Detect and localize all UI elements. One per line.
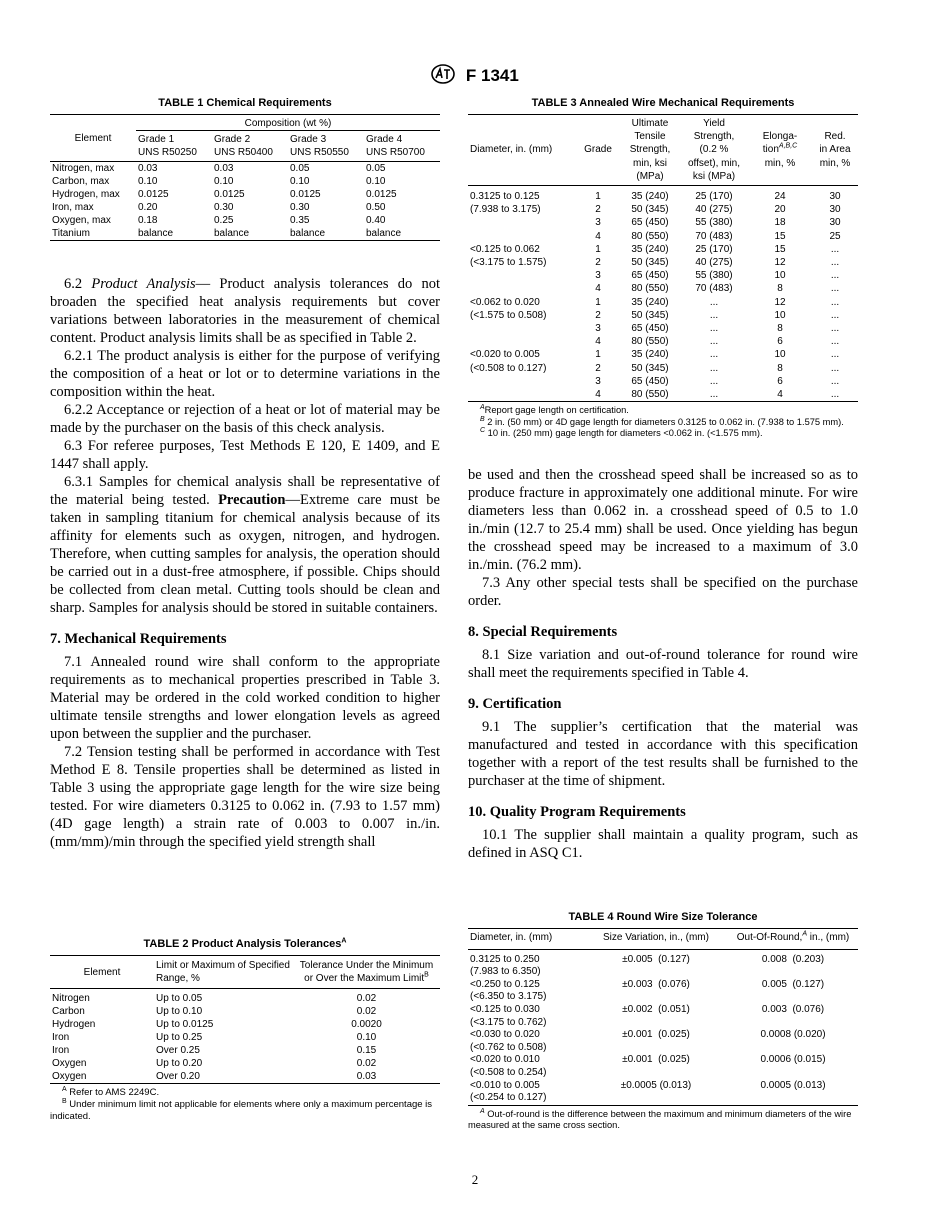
table3-uts: 50 (345) [631,309,669,321]
table3-diameter-mm: (7.938 to 3.175) [470,204,541,216]
table2-limit: Up to 0.25 [156,1032,203,1043]
table3-ra: ... [830,283,840,295]
table4-caption: TABLE 4 Round Wire Size Tolerance [568,911,758,923]
table2-limit: Up to 0.20 [156,1058,203,1069]
table2-tolerance: 0.02 [356,993,377,1004]
table3-elong: 10 [774,309,786,321]
table1-cell: 0.0125 [138,189,169,200]
table-row [468,186,858,204]
table2-fn-b: $^B$ Under minimum limit not applicable for elements where only a maximum percentage is indicated. [50,1097,433,1122]
para-7-2-cont: be used and then the crosshead speed shall be increased so as to produce fracture in approximately one additional minute. For wire diameters less than 0.062 in. a crosshead speed of 0.5 to 1.0 in./min (12.7 to 25.4 mm) shall be used. Once yielding has begun the crosshead speed may be increased to a maximum of 3.0 in./min. (76.2 mm). [468,466,858,573]
table3-diameter: 0.3125 to 0.125 [470,191,540,203]
left-column [50,97,440,851]
table1-element: Oxygen, max [52,215,111,226]
table3-grade: 1 [595,296,601,308]
table3-elong: 12 [774,257,786,269]
table4-diameter-mm: (<0.254 to 0.127) [470,1092,547,1104]
table3-diameter-blank [468,335,576,348]
table3-grade: 2 [595,362,601,374]
table-row [50,188,440,201]
table1-cell: balance [138,228,174,239]
table3-grade: 3 [595,217,601,229]
table3-ra: 25 [829,230,841,242]
table2-tolerance: 0.03 [356,1071,377,1082]
table1-element: Carbon, max [52,176,110,187]
table3-elong: 6 [777,375,783,387]
table3-fn-c: $^C$ 10 in. (250 mm) gage length for diameters <0.062 in. (<1.575 mm). [480,427,763,439]
table2-limit: Over 0.20 [156,1071,200,1082]
page-header [0,64,950,89]
table3-ra: 30 [829,204,841,216]
table3-diameter-mm: (<1.575 to 0.508) [470,309,547,321]
table3-ys: 70 (483) [695,230,733,242]
table1-cell: balance [366,228,402,239]
table3-uts: 65 (450) [631,270,669,282]
table2 [50,938,440,1123]
table1-grade-header [364,131,440,162]
table4-diameter-in: 0.3125 to 0.250 [470,953,540,965]
table-row [50,1031,440,1044]
table1-element: Nitrogen, max [52,163,115,174]
table3-elong: 15 [774,243,786,255]
para-10-1: 10.1 The supplier shall maintain a quality program, such as defined in ASQ C1. [468,826,858,861]
table3-ys: 40 (275) [695,204,733,216]
table4-out-of-round: 0.005 (0.127) [761,978,825,990]
table3-grade: 1 [595,191,601,203]
table1-element: Hydrogen, max [52,189,120,200]
para-6-2-2: 6.2.2 Acceptance or rejection of a heat or lot of material may be made by the purchaser on the basis of this check analysis. [50,402,440,436]
table2-element: Oxygen [52,1071,87,1082]
table3-elong: 10 [774,349,786,361]
table1-cell: 0.30 [214,202,234,213]
table-row [468,949,858,979]
table1-cell: 0.05 [290,163,310,174]
table4-grid [468,928,858,1106]
para-7-1: 7.1 Annealed round wire shall conform to the appropriate requirements as to mechanical properties prescribed in Table 3. Material may be ordered in the cold worked condition to higher ultimate tensile strengths and lower elongation levels as agreed upon between the supplier and the purchaser. [50,654,440,742]
table1-cell: 0.0125 [290,189,321,200]
table1-element: Titanium [52,228,90,239]
table3-elong: 8 [777,362,783,374]
table3-h-uts-line: Strength, [629,144,671,156]
table3-uts: 50 (345) [631,362,669,374]
table2-col-element: Element [83,966,121,978]
table-row [468,309,858,322]
table1-grade-uns: UNS R50550 [290,147,349,158]
table4-diameter-in: <0.250 to 0.125 [470,978,540,990]
table-row [50,1018,440,1031]
table3-h-diam: Diameter, in. (mm) [470,144,553,156]
table-row [468,1004,858,1029]
table3-h-ra-line: min, % [819,157,851,169]
table4-size-variation: ±0.005 (0.127) [622,953,690,965]
table4-diameter [468,1004,584,1029]
table4-size-variation: ±0.002 (0.051) [622,1003,690,1015]
para-9-1: 9.1 The supplier’s certification that the material was manufactured and tested in accordance with this specification together with a report of the test results shall be furnished to the purchaser at the time of shipment. [468,718,858,789]
table4-diameter-mm: (<0.762 to 0.508) [470,1041,547,1053]
table2-limit: Over 0.25 [156,1045,200,1056]
table3-diameter-blank [468,230,576,243]
table2-footnotes [50,1087,440,1123]
table1 [50,97,440,241]
table1-cell: 0.10 [138,176,158,187]
table4-size-variation: ±0.003 (0.076) [622,978,690,990]
table3-grade: 3 [595,270,601,282]
table1-cell: 0.0125 [366,189,397,200]
table3-ra: ... [830,323,840,335]
table1-grade-uns: UNS R50400 [214,147,273,158]
table1-cell: balance [290,228,326,239]
table2-tolerance: 0.02 [356,1006,377,1017]
table4-diameter-in: <0.125 to 0.030 [470,1003,540,1015]
table3-grade: 1 [595,243,601,255]
table2-grid [50,955,440,1084]
table3-ys: ... [709,296,719,308]
table3-grade: 4 [595,230,601,242]
table1-cell: 0.20 [138,202,158,213]
para-6-2-1: 6.2.1 The product analysis is either for the purpose of verifying the composition of a heat or lot or to determine variations in the composition within the heat. [50,348,440,400]
table1-col-element: Element [50,115,136,162]
table-row [50,1057,440,1070]
table-row [468,256,858,269]
table1-cell: 0.10 [366,176,386,187]
table1-grade-name: Grade 4 [366,134,403,145]
table3-diameter-blank [468,216,576,229]
table1-grade-header [288,131,364,162]
table-row [468,1029,858,1054]
table4-diameter-in: <0.020 to 0.010 [470,1054,540,1066]
table1-grade-name: Grade 3 [290,134,327,145]
table3-uts: 80 (550) [631,389,669,401]
table3-grade: 3 [595,323,601,335]
para-7-3: 7.3 Any other special tests shall be specified on the purchase order. [468,574,858,609]
table3-ra: ... [830,362,840,374]
table3-uts: 65 (450) [631,375,669,387]
table3-ys: 55 (380) [695,270,733,282]
table3-uts: 35 (240) [631,191,669,203]
table2-element: Iron [52,1032,70,1043]
table1-cell: 0.30 [290,202,310,213]
table3-uts: 35 (240) [631,296,669,308]
table3 [468,97,858,440]
table2-tolerance: 0.10 [356,1032,377,1043]
table1-grade-header [136,131,212,162]
table3-ra: ... [830,257,840,269]
table2-tolerance: 0.0020 [351,1019,382,1030]
table4-out-of-round: 0.003 (0.076) [761,1003,825,1015]
table3-ra: ... [830,389,840,401]
table3-ra: ... [830,375,840,387]
table4-size-variation: ±0.0005 (0.013) [620,1079,692,1091]
table3-grade: 4 [595,283,601,295]
table-row [468,296,858,309]
table-row [468,243,858,256]
table3-h-ys-line: (0.2 % [699,144,729,156]
table3-elong: 8 [777,283,783,295]
table1-grid [50,114,440,241]
table4-diameter [468,1054,584,1079]
table-row [468,375,858,388]
table3-diameter-blank [468,388,576,402]
table3-grade: 4 [595,389,601,401]
table3-diameter-mm: (<0.508 to 0.127) [470,362,547,374]
table3-ra: ... [830,296,840,308]
table3-ra: ... [830,309,840,321]
table3-h-uts-line: Ultimate [631,118,669,129]
table3-ra: ... [830,349,840,361]
table3-uts: 35 (240) [631,243,669,255]
table4-footnotes [468,1109,858,1132]
table3-elong: 18 [774,217,786,229]
table3-h-ra-line: in Area [819,144,851,156]
table-row [50,162,440,176]
table3-uts: 65 (450) [631,217,669,229]
table-row [50,1070,440,1084]
table3-grade: 1 [595,349,601,361]
table3-ys: ... [709,323,719,335]
table-row [468,1080,858,1106]
table4-h-oor: Out-Of-Round,$^A$ in., (mm) [736,930,850,943]
table-row [50,227,440,241]
table4-diameter [468,1080,584,1106]
table-row [50,1044,440,1057]
table4-out-of-round: 0.008 (0.203) [761,953,825,965]
table3-elong: 20 [774,204,786,216]
table1-caption: TABLE 1 Chemical Requirements [158,97,332,109]
table2-element: Hydrogen [52,1019,96,1030]
table3-h-ys-line: ksi (MPa) [692,170,736,182]
table2-fn-a: $^A$ Refer to AMS 2249C. [62,1085,160,1098]
table3-uts: 80 (550) [631,283,669,295]
table3-diameter-blank [468,322,576,335]
heading-7: 7. Mechanical Requirements [50,631,227,647]
table3-ys: 40 (275) [695,257,733,269]
designation: F 1341 [465,65,519,85]
table3-elong: 12 [774,296,786,308]
table3-diameter: <0.062 to 0.020 [470,296,540,308]
table1-cell: 0.40 [366,215,386,226]
table2-col-tol: Tolerance Under the Minimum or Over the Maximum Limit$^B$ [299,960,434,984]
table4-h-diam: Diameter, in. (mm) [470,932,553,943]
table1-cell: 0.03 [138,163,158,174]
table-row [50,201,440,214]
table2-tolerance: 0.02 [356,1058,377,1069]
table1-cell: 0.18 [138,215,158,226]
heading-10: 10. Quality Program Requirements [468,803,686,820]
table1-cell: 0.03 [214,163,234,174]
table3-h-ys-line: offset), min, [687,157,741,169]
table2-limit: Up to 0.05 [156,993,203,1004]
table4-size-variation: ±0.001 (0.025) [622,1029,690,1041]
table-row [50,989,440,1006]
table1-cell: balance [214,228,250,239]
table-row [468,216,858,229]
table-row [468,322,858,335]
table1-cell: 0.10 [214,176,234,187]
table4 [468,911,858,1132]
table3-ra: ... [830,243,840,255]
table3-h-uts-line: min, ksi [633,157,667,169]
table4-diameter-mm: (<6.350 to 3.175) [470,991,547,1003]
table1-grade-name: Grade 1 [138,134,175,145]
table1-cell: 0.05 [366,163,386,174]
table2-limit: Up to 0.10 [156,1006,203,1017]
para-6-3: 6.3 For referee purposes, Test Methods E 120, E 1409, and E 1447 shall apply. [50,438,440,472]
table3-elong: 15 [774,230,786,242]
table3-ra: ... [830,336,840,348]
table4-diameter-mm: (7.983 to 6.350) [470,966,541,978]
table2-caption: TABLE 2 Product Analysis Tolerances$^A$ [143,937,347,950]
table4-diameter-mm: (<0.508 to 0.254) [470,1066,547,1078]
table-row [468,269,858,282]
table4-diameter-in: <0.030 to 0.020 [470,1029,540,1041]
table-row [50,214,440,227]
table-row [468,388,858,402]
table1-grade-name: Grade 2 [214,134,251,145]
table-row [468,362,858,375]
table-row [50,1005,440,1018]
table3-diameter-mm: (<3.175 to 1.575) [470,257,547,269]
table1-cell: 0.10 [290,176,310,187]
table3-h-uts-line: (MPa) [636,170,664,182]
para-8-1: 8.1 Size variation and out-of-round tolerance for round wire shall meet the requirements specified in Table 4. [468,646,858,681]
table-row [468,203,858,216]
table4-out-of-round: 0.0006 (0.015) [760,1054,826,1066]
para-7-2: 7.2 Tension testing shall be performed in accordance with Test Method E 8. Tensile properties shall be determined as listed in Table 3 using the appropriate gage length for the wire size being tested. For wire diameters 0.3125 to 0.062 in. (7.93 to 1.57 mm) (4D gage length) a strain rate of 0.003 to 0.007 in./in.(mm/mm)/min through the specified yield strength shall [50,744,440,850]
table3-grade: 3 [595,375,601,387]
table2-tolerance: 0.15 [356,1045,377,1056]
table3-uts: 80 (550) [631,230,669,242]
table3-ys: ... [709,389,719,401]
table4-size-variation: ±0.001 (0.025) [622,1054,690,1066]
table3-h-ys-line: Yield [703,118,725,129]
table4-diameter-in: <0.010 to 0.005 [470,1079,540,1091]
table3-ys: ... [709,336,719,348]
table3-elong: 10 [774,270,786,282]
table3-ra: ... [830,270,840,282]
table3-ys: 25 (170) [695,243,733,255]
table1-element: Iron, max [52,202,94,213]
table4-out-of-round: 0.0008 (0.020) [760,1029,826,1041]
table-row [468,979,858,1004]
table3-fn-b: $^B$ 2 in. (50 mm) or 4D gage length for diameters 0.3125 to 0.062 in. (7.938 to 1.575 mm). [480,415,844,427]
table3-ys: 55 (380) [695,217,733,229]
table3-grade: 2 [595,309,601,321]
table3-uts: 35 (240) [631,349,669,361]
table2-element: Iron [52,1045,70,1056]
table3-grade: 2 [595,257,601,269]
table3-diameter: <0.125 to 0.062 [470,243,540,255]
table4-diameter-mm: (<3.175 to 0.762) [470,1016,547,1028]
table3-h-grade: Grade [584,144,612,156]
table3-h-uts-line: Tensile [634,131,666,143]
table3-ys: 25 (170) [695,191,733,203]
table3-uts: 50 (345) [631,204,669,216]
table3-caption: TABLE 3 Annealed Wire Mechanical Requirements [531,97,795,109]
table4-diameter [468,1029,584,1054]
table-row [468,335,858,348]
table3-uts: 50 (345) [631,257,669,269]
table4-diameter [468,979,584,1004]
table2-element: Carbon [52,1006,85,1017]
table3-diameter-blank [468,375,576,388]
table3-elong: 24 [774,191,786,203]
table3-h-uts [620,115,680,186]
table-row [468,1054,858,1079]
heading-9: 9. Certification [468,695,562,712]
table1-composition-header: Composition (wt %) [136,115,440,131]
table4-fn-a: $^A$ Out-of-round is the difference between the maximum and minimum diameters of the wire measured at the same cross section. [468,1107,852,1131]
table3-ys: ... [709,375,719,387]
table1-cell: 0.0125 [214,189,245,200]
table3-grid [468,114,858,402]
table3-diameter-blank [468,282,576,295]
table3-diameter: <0.020 to 0.005 [470,349,540,361]
table3-grade: 4 [595,336,601,348]
table1-grade-uns: UNS R50700 [366,147,425,158]
table3-uts: 65 (450) [631,323,669,335]
table3-fn-a: $^A$Report gage length on certification. [480,404,629,416]
table-row [468,230,858,243]
table1-grade-header [212,131,288,162]
table3-ys: ... [709,362,719,374]
table2-col-limit: Limit or Maximum of Specified Range, % [156,960,290,984]
table3-h-ra-line: Red. [824,131,846,143]
para-6-3-1: 6.3.1 Samples for chemical analysis shall be representative of the material being tested. Precaution—Extreme care must be taken in sampling titanium for chemical analysis because of its affinity for elements such as oxygen, nitrogen, and hydrogen. Therefore, when cutting samples for analysis, the operation should be carried out in a dust-free atmosphere, if possible. Chips should be collected from clean metal. Cutting tools should be clean and sharp. Samples for analysis should be stored in suitable containers. [50,474,440,616]
para-6-2: 6.2 Product Analysis— Product analysis tolerances do not broaden the specified heat analysis requirements but cover variations between laboratories in the measurement of chemical content. Product analysis limits shall be as specified in Table 2. [50,276,440,346]
table3-ys: ... [709,309,719,321]
table1-cell: 0.50 [366,202,386,213]
page-number: 2 [471,1172,479,1187]
table3-ys: 70 (483) [695,283,733,295]
table4-out-of-round: 0.0005 (0.013) [760,1079,826,1091]
astm-logo-icon [431,64,455,89]
table3-h-ra [812,115,858,186]
table4-h-size: Size Variation, in., (mm) [603,932,709,943]
table1-grade-uns: UNS R50250 [138,147,197,158]
table3-uts: 80 (550) [631,336,669,348]
table-row [468,282,858,295]
table3-elong: 4 [777,389,783,401]
table4-diameter [468,949,584,979]
right-column [468,97,858,862]
table3-ra: 30 [829,217,841,229]
table3-ys: ... [709,349,719,361]
table1-cell: 0.25 [214,215,234,226]
table3-h-ys-line: Strength, [693,131,735,143]
table3-footnotes [468,405,858,440]
table1-cell: 0.35 [290,215,310,226]
heading-8: 8. Special Requirements [468,623,618,640]
table2-element: Oxygen [52,1058,87,1069]
table2-element: Nitrogen [52,993,90,1004]
table3-grade: 2 [595,204,601,216]
table3-elong: 6 [777,336,783,348]
table-row [50,175,440,188]
table3-ra: 30 [829,191,841,203]
table-row [468,348,858,361]
table3-h-elong: Elonga- tion$^{A,B,C}$ min, % [762,131,798,169]
table3-diameter-blank [468,269,576,282]
table3-elong: 8 [777,323,783,335]
table2-limit: Up to 0.0125 [156,1019,214,1030]
table3-h-ys [680,115,748,186]
